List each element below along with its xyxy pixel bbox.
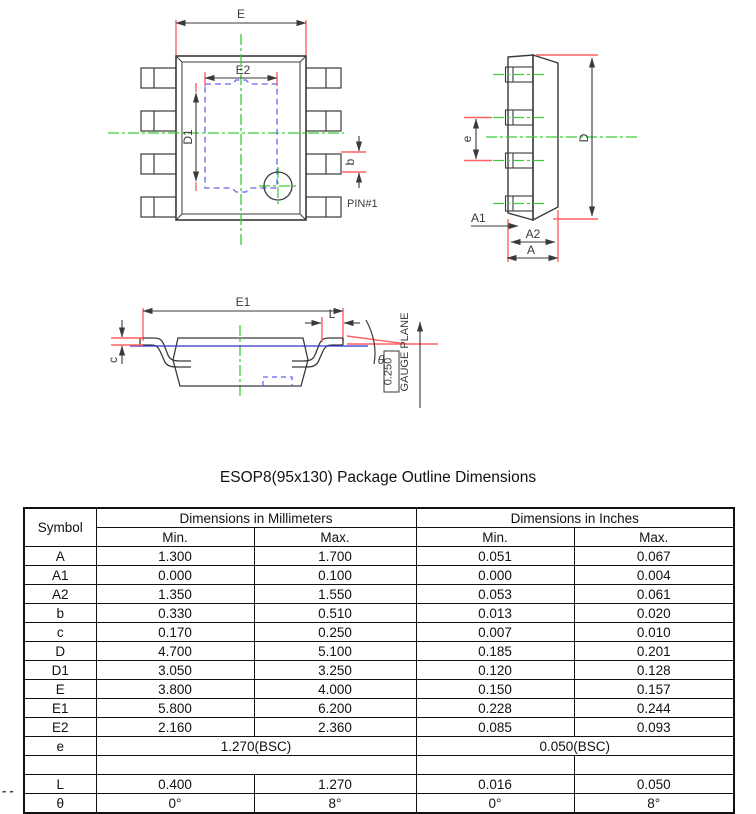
value-cell: 0.330: [96, 604, 254, 623]
value-cell: 0.157: [574, 680, 734, 699]
table-row: [24, 794, 734, 814]
value-cell: 0.013: [416, 604, 574, 623]
table-row: [24, 756, 734, 775]
symbol-cell: D: [24, 642, 96, 661]
dim-label-E: E: [236, 7, 246, 21]
dimensions-table-body: [24, 547, 734, 814]
value-cell: 3.800: [96, 680, 254, 699]
gauge-offset-label: 0.250: [382, 357, 395, 386]
table-row: [24, 680, 734, 699]
value-cell: 0.150: [416, 680, 574, 699]
table-row: [24, 623, 734, 642]
symbol-cell: A1: [24, 566, 96, 585]
symbol-cell: E2: [24, 718, 96, 737]
value-cell: 0.051: [416, 547, 574, 566]
pin1-label: PIN#1: [347, 198, 378, 210]
value-cell: 0.250: [254, 623, 416, 642]
value-cell: [96, 756, 416, 775]
value-cell: 1.550: [254, 585, 416, 604]
top-view: [108, 7, 378, 246]
symbol-cell: c: [24, 623, 96, 642]
table-subheader-row: [24, 528, 734, 547]
value-cell: 0.067: [574, 547, 734, 566]
value-cell: 0.007: [416, 623, 574, 642]
table-row: [24, 566, 734, 585]
table-row: [24, 699, 734, 718]
table-row: [24, 718, 734, 737]
value-cell: 0.170: [96, 623, 254, 642]
value-cell: 0.100: [254, 566, 416, 585]
symbol-cell: A: [24, 547, 96, 566]
dimensions-table: [23, 507, 735, 814]
table-row: [24, 737, 734, 756]
symbol-cell: L: [24, 775, 96, 794]
dim-label-theta: θ: [377, 353, 385, 367]
value-cell: 0.000: [416, 566, 574, 585]
dim-label-A2: A2: [525, 227, 541, 241]
header-inch: Dimensions in Inches: [416, 508, 734, 528]
header-inch-max: Max.: [574, 528, 734, 547]
header-mm-max: Max.: [254, 528, 416, 547]
value-cell: 6.200: [254, 699, 416, 718]
value-cell: 3.050: [96, 661, 254, 680]
value-cell: 4.700: [96, 642, 254, 661]
front-view: [106, 295, 438, 408]
header-mm-min: Min.: [96, 528, 254, 547]
symbol-cell: D1: [24, 661, 96, 680]
value-cell: [416, 756, 574, 775]
value-cell: 1.270(BSC): [96, 737, 416, 756]
value-cell: 0.050(BSC): [416, 737, 734, 756]
value-cell: 0.128: [574, 661, 734, 680]
value-cell: 0.010: [574, 623, 734, 642]
symbol-cell: [24, 756, 96, 775]
dim-label-D1: D1: [181, 129, 195, 145]
value-cell: 0.085: [416, 718, 574, 737]
table-header-row: [24, 508, 734, 528]
value-cell: 0.185: [416, 642, 574, 661]
value-cell: 0.020: [574, 604, 734, 623]
value-cell: 1.700: [254, 547, 416, 566]
value-cell: 0.053: [416, 585, 574, 604]
dim-label-A1: A1: [471, 211, 486, 225]
dim-label-E2: E2: [235, 63, 251, 77]
gauge-plane-label: GAUGE PLANE: [399, 312, 411, 392]
symbol-cell: A2: [24, 585, 96, 604]
table-row: [24, 547, 734, 566]
value-cell: 1.270: [254, 775, 416, 794]
value-cell: 0.510: [254, 604, 416, 623]
value-cell: 8°: [254, 794, 416, 814]
value-cell: 0.000: [96, 566, 254, 585]
symbol-cell: E: [24, 680, 96, 699]
table-row: [24, 642, 734, 661]
footer-marks: --: [2, 783, 17, 798]
symbol-cell: b: [24, 604, 96, 623]
symbol-cell: E1: [24, 699, 96, 718]
value-cell: 1.300: [96, 547, 254, 566]
page-title: ESOP8(95x130) Package Outline Dimensions: [219, 469, 537, 486]
value-cell: 0.004: [574, 566, 734, 585]
value-cell: 8°: [574, 794, 734, 814]
dim-label-E1: E1: [235, 295, 251, 309]
dim-label-e: e: [460, 135, 474, 143]
value-cell: 4.000: [254, 680, 416, 699]
value-cell: [574, 756, 734, 775]
symbol-cell: θ: [24, 794, 96, 814]
side-view: [460, 55, 640, 262]
value-cell: 0°: [416, 794, 574, 814]
header-mm: Dimensions in Millimeters: [96, 508, 416, 528]
dim-label-b: b: [343, 158, 357, 166]
value-cell: 0.228: [416, 699, 574, 718]
value-cell: 0.050: [574, 775, 734, 794]
value-cell: 0.400: [96, 775, 254, 794]
value-cell: 0.201: [574, 642, 734, 661]
symbol-cell: e: [24, 737, 96, 756]
value-cell: 3.250: [254, 661, 416, 680]
value-cell: 0.093: [574, 718, 734, 737]
value-cell: 2.160: [96, 718, 254, 737]
table-row: [24, 661, 734, 680]
dim-label-L: L: [328, 307, 336, 321]
value-cell: 2.360: [254, 718, 416, 737]
value-cell: 0.016: [416, 775, 574, 794]
header-symbol: Symbol: [24, 508, 96, 547]
table-row: [24, 604, 734, 623]
table-row: [24, 585, 734, 604]
value-cell: 5.800: [96, 699, 254, 718]
dim-label-D: D: [577, 133, 591, 143]
value-cell: 0°: [96, 794, 254, 814]
table-row: [24, 775, 734, 794]
value-cell: 5.100: [254, 642, 416, 661]
value-cell: 0.061: [574, 585, 734, 604]
value-cell: 1.350: [96, 585, 254, 604]
dim-label-A: A: [526, 243, 536, 257]
header-inch-min: Min.: [416, 528, 574, 547]
value-cell: 0.120: [416, 661, 574, 680]
dim-label-c: c: [106, 357, 120, 363]
value-cell: 0.244: [574, 699, 734, 718]
